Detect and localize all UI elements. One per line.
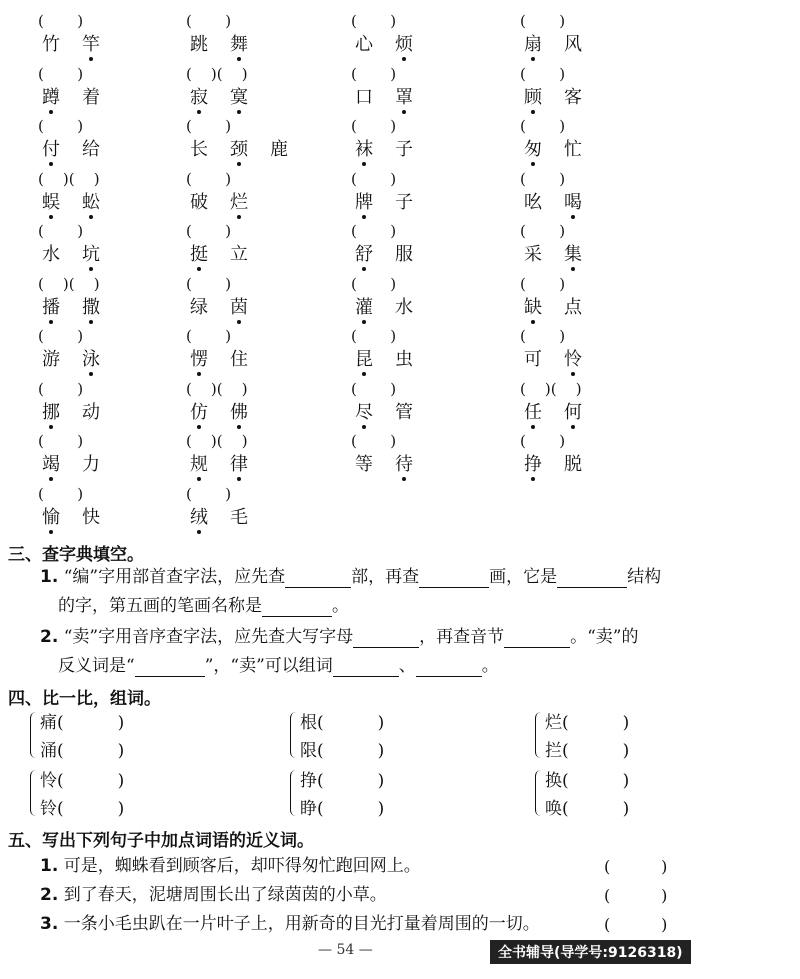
pinyin-paren[interactable]: ( ) [351,64,397,83]
word [190,507,248,529]
pinyin-paren[interactable]: ( ) [38,117,84,135]
word [190,297,248,319]
word-char: 坑 [82,244,100,265]
answer-paren[interactable]: ( ) [57,713,125,733]
word [355,402,413,424]
blank[interactable] [419,571,489,588]
word-char: 风 [564,34,582,55]
word-char: 鹿 [270,139,288,160]
pinyin-paren[interactable]: ( ) [351,12,397,30]
word-char: 愉 [42,506,60,528]
word-char: 泳 [82,349,100,370]
word-char: 吆 [524,191,542,213]
pinyin-paren[interactable]: ( ) [351,222,397,240]
word-char: 竹 [42,34,60,55]
word [190,244,248,266]
word [42,402,100,424]
blank[interactable] [285,571,351,588]
pair-item: 唤( ) [545,799,630,819]
word-char: 心 [355,34,373,55]
pinyin-paren[interactable]: ( ) [351,432,397,450]
word-char: 律 [230,454,248,475]
guide-tag: 全书辅导(导学号:9126318) [490,940,691,964]
word [42,454,100,476]
word-char: 着 [82,86,100,108]
word-char: 蚣 [82,191,100,213]
word-char: 颈 [230,139,248,160]
word-char: 毛 [230,506,248,528]
word-char: 竿 [82,34,100,55]
word-char: 舒 [355,244,373,265]
word-char: 采 [524,244,542,265]
word [355,297,413,319]
pair-item: 铃( ) [40,799,125,819]
word-char: 动 [82,401,100,423]
pair-item: 挣( ) [300,771,385,791]
word-char: 佛 [230,401,248,423]
section-4-title: 四、比一比，组词。 [8,689,161,709]
word-char: 蜈 [42,191,60,213]
s3-q2-line1: 2. “卖”字用音序查字法，应先查大写字母 ，再查音节 。“卖”的 [40,627,639,647]
pinyin-paren[interactable]: ( )( ) [186,432,248,450]
answer-paren[interactable]: ( ) [57,799,125,819]
pinyin-paren[interactable]: ( ) [186,117,232,135]
answer-paren[interactable]: ( ) [317,741,385,761]
word-char: 烦 [395,34,413,55]
word-char: 可 [524,349,542,370]
word [355,192,413,214]
word-char: 仿 [190,401,208,423]
word [42,297,100,319]
pair-item: 换( ) [545,771,630,791]
pinyin-paren[interactable]: ( ) [186,274,232,293]
pinyin-paren[interactable]: ( ) [38,64,84,83]
pair-item: 限( ) [300,741,385,761]
word-char: 游 [42,349,60,370]
word [190,192,248,214]
answer-paren[interactable]: ( ) [604,857,668,876]
word-char: 昆 [355,349,373,370]
word-char: 牌 [355,191,373,213]
pair-item: 怜( ) [40,771,125,791]
pinyin-paren[interactable]: ( ) [38,222,84,240]
word-char: 袜 [355,139,373,160]
pinyin-paren[interactable]: ( ) [520,169,566,188]
word-char: 子 [395,191,413,213]
pinyin-paren[interactable]: ( ) [520,117,566,135]
word-char: 竭 [42,454,60,475]
word [524,297,582,319]
word [524,244,582,266]
footer [0,940,800,964]
blank[interactable] [135,660,205,677]
pinyin-paren[interactable]: ( ) [520,12,566,30]
word-char: 集 [564,244,582,265]
synonym-question: 1. 可是，蜘蛛看到顾客后，却吓得匆忙跑回网上。 [40,856,421,876]
word-char: 怜 [564,349,582,370]
word-char: 忙 [564,139,582,160]
pinyin-paren[interactable]: ( ) [351,327,397,345]
page-number: — 54 — [318,942,373,958]
word-char: 尽 [355,401,373,423]
word [355,87,413,109]
word-char: 缺 [524,296,542,318]
word [524,454,582,476]
word-char: 任 [524,401,542,423]
word-char: 烂 [230,191,248,213]
synonym-question: 2. 到了春天，泥塘周围长出了绿茵茵的小草。 [40,885,387,905]
word [355,34,413,56]
word-char: 舞 [230,34,248,55]
word [524,349,582,371]
blank[interactable] [416,660,482,677]
pinyin-paren[interactable]: ( ) [520,274,566,293]
pinyin-paren[interactable]: ( )( ) [520,379,582,398]
word-char: 挺 [190,244,208,265]
blank[interactable] [557,571,627,588]
word-char: 寞 [230,86,248,108]
word-char: 付 [42,139,60,160]
word [355,349,413,371]
answer-paren[interactable]: ( ) [317,799,385,819]
blank[interactable] [504,631,570,648]
word-char: 破 [190,191,208,213]
synonym-question: 3. 一条小毛虫趴在一片叶子上，用新奇的目光打量着周围的一切。 [40,914,540,934]
word [190,402,248,424]
s3-q2-line2: 反义词是“ ”，“卖”可以组词 、 。 [58,656,499,676]
word-char: 水 [395,296,413,318]
pinyin-paren[interactable]: ( ) [38,484,84,503]
section-3-title: 三、查字典填空。 [8,545,144,565]
word-char: 立 [230,244,248,265]
word [524,192,582,214]
word-char: 跳 [190,34,208,55]
pair-item: 根( ) [300,713,385,733]
answer-paren[interactable]: ( ) [57,771,125,791]
pinyin-paren[interactable]: ( ) [38,379,84,398]
pair-item: 拦( ) [545,741,630,761]
word [42,34,100,56]
word-char: 客 [564,86,582,108]
s3-q1-line2: 的字，第五画的笔画名称是 。 [58,596,349,616]
word-char: 长 [190,139,208,160]
answer-paren[interactable]: ( ) [317,713,385,733]
word [524,34,582,56]
pinyin-paren[interactable]: ( )( ) [38,169,100,188]
blank[interactable] [333,660,399,677]
blank[interactable] [353,631,419,648]
pinyin-paren[interactable]: ( ) [186,12,232,30]
word-char: 绒 [190,506,208,528]
word-char: 寂 [190,86,208,108]
answer-paren[interactable]: ( ) [57,741,125,761]
pinyin-paren[interactable]: ( )( ) [186,379,248,398]
pinyin-paren[interactable]: ( )( ) [38,274,100,293]
word [524,139,582,161]
pinyin-paren[interactable]: ( ) [351,169,397,188]
word-char: 点 [564,296,582,318]
pair-item: 烂( ) [545,713,630,733]
pair-item: 涌( ) [40,741,125,761]
word-char: 喝 [564,191,582,213]
word [42,139,100,161]
word-char: 待 [395,454,413,475]
pinyin-paren[interactable]: ( ) [351,379,397,398]
pinyin-paren[interactable]: ( ) [38,327,84,345]
pinyin-paren[interactable]: ( ) [186,327,232,345]
pinyin-paren[interactable]: ( ) [520,432,566,450]
word-char: 水 [42,244,60,265]
word-char: 挪 [42,401,60,423]
word-char: 等 [355,454,373,475]
word-char: 扇 [524,34,542,55]
answer-paren[interactable]: ( ) [562,741,630,761]
word-char: 罩 [395,86,413,108]
pinyin-paren[interactable]: ( ) [520,327,566,345]
word-char: 绿 [190,296,208,318]
word-char: 服 [395,244,413,265]
word-char: 灌 [355,296,373,318]
word-char: 愣 [190,349,208,370]
word [355,454,413,476]
word [42,244,100,266]
word [42,192,100,214]
word-char: 管 [395,401,413,423]
word-char: 撒 [82,296,100,318]
word [190,454,248,476]
word-char: 子 [395,139,413,160]
pair-item: 睁( ) [300,799,385,819]
word [355,244,413,266]
pinyin-paren[interactable]: ( )( ) [186,64,248,83]
word-char: 规 [190,454,208,475]
word [190,139,288,161]
answer-paren[interactable]: ( ) [604,886,668,905]
word [42,87,100,109]
pinyin-paren[interactable]: ( ) [186,484,232,503]
word-char: 顾 [524,86,542,108]
pinyin-paren[interactable]: ( ) [38,12,84,30]
answer-paren[interactable]: ( ) [562,799,630,819]
pinyin-paren[interactable]: ( ) [351,274,397,293]
answer-paren[interactable]: ( ) [317,771,385,791]
word-char: 播 [42,296,60,318]
word-char: 快 [82,506,100,528]
word-char: 口 [355,86,373,108]
word-char: 挣 [524,454,542,475]
pinyin-paren[interactable]: ( ) [520,64,566,83]
pinyin-paren[interactable]: ( ) [520,222,566,240]
word [190,34,248,56]
word-char: 给 [82,139,100,160]
answer-paren[interactable]: ( ) [562,713,630,733]
word-char: 力 [82,454,100,475]
word-char: 蹲 [42,86,60,108]
pinyin-paren[interactable]: ( ) [186,222,232,240]
word [355,139,413,161]
word [42,507,100,529]
answer-paren[interactable]: ( ) [562,771,630,791]
word-char: 何 [564,401,582,423]
s3-q1-line1: 1. “编”字用部首查字法，应先查 部，再查 画，它是 结构 [40,567,662,587]
word [42,349,100,371]
pair-item: 痛( ) [40,713,125,733]
word-char: 茵 [230,296,248,318]
word [524,402,582,424]
blank[interactable] [262,600,332,617]
pinyin-paren[interactable]: ( ) [186,169,232,188]
word-char: 匆 [524,139,542,160]
word [190,349,248,371]
pinyin-paren[interactable]: ( ) [38,432,84,450]
section-5-title: 五、写出下列句子中加点词语的近义词。 [8,831,314,851]
word-char: 住 [230,349,248,370]
word [190,87,248,109]
answer-paren[interactable]: ( ) [604,915,668,934]
word-char: 脱 [564,454,582,475]
word [524,87,582,109]
pinyin-paren[interactable]: ( ) [351,117,397,135]
word-char: 虫 [395,349,413,370]
